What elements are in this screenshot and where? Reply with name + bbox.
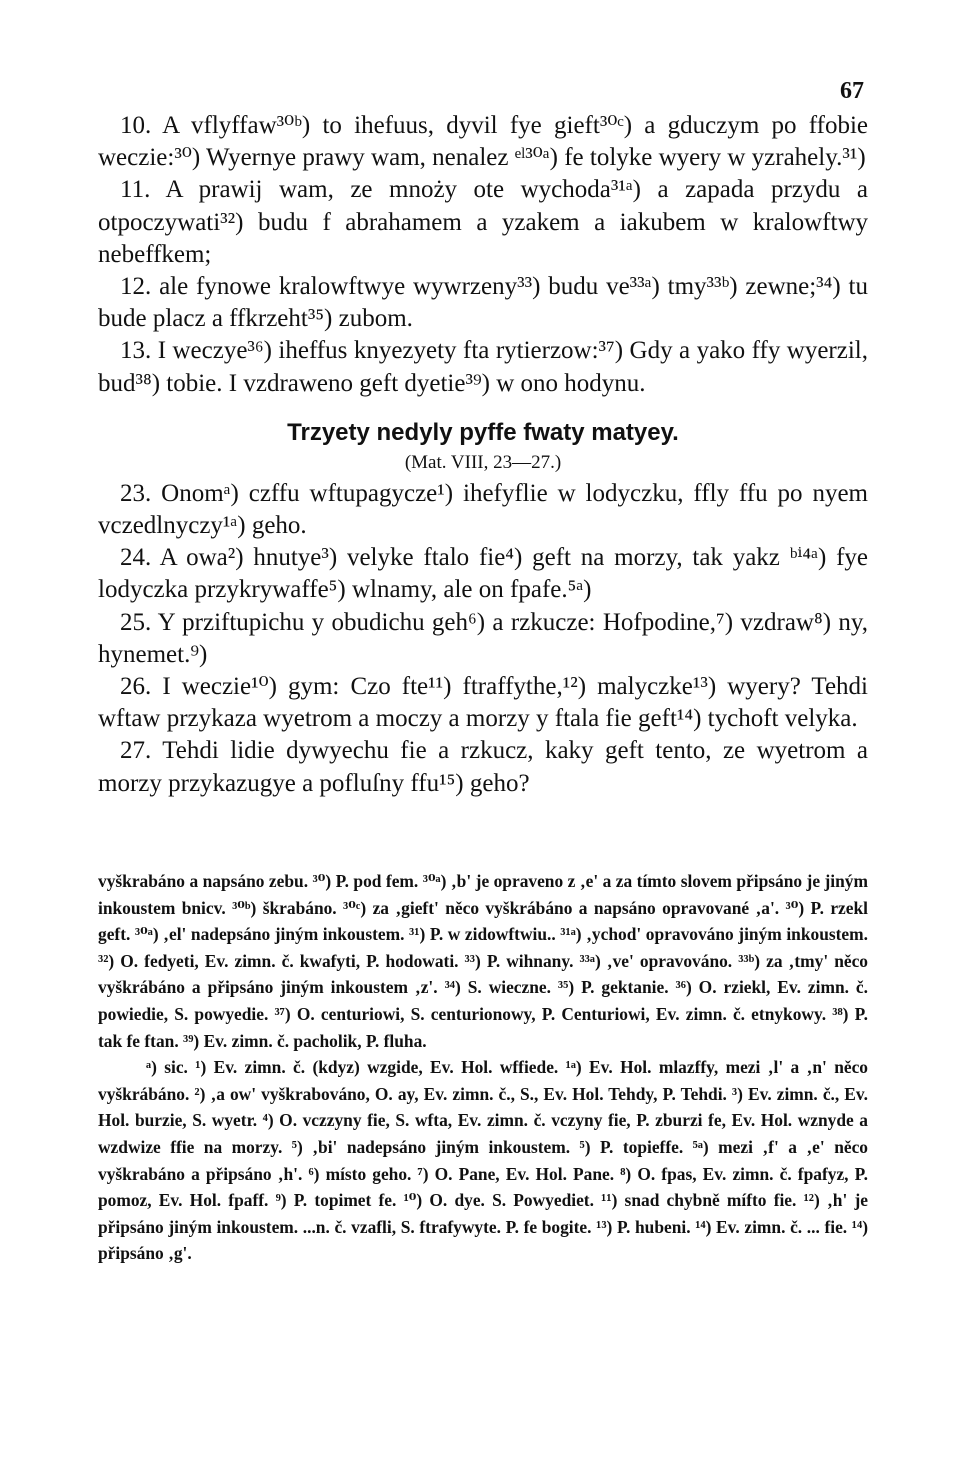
verse-paragraph: 24. A owa²) hnutye³) velyke ftalo fie⁴) geft na morzy, tak yakz ᵇⁱ⁴ᵃ) fye lodyczka przykrywaffe⁵) wlnamy, ale on fpafe.⁵ᵃ) (98, 544, 868, 604)
verse-paragraph: 25. Y prziftupichu y obudichu geh⁶) a rzkucze: Hofpodine,⁷) vzdraw⁸) ny, hynemet.⁹) (98, 608, 868, 668)
verse-paragraph: 10. A vflyffaw³⁰ᵇ) to ihefuus, dyvil fye gieft³⁰ᶜ) a gduczym po ffobie weczie:³⁰) Wyernye prawy wam, nenalez ᵉˡ³⁰ᵃ) fe tolyke wyery w yzrahely.³¹) (98, 112, 868, 172)
page-number: 67 (840, 78, 864, 104)
main-text (98, 110, 868, 800)
verse-paragraph: 26. I weczie¹⁰) gym: Czo fte¹¹) ftraffythe,¹²) malyczke¹³) wyery? Tehdi wftaw przykaza wyetrom a moczy a morzy y ftala fie geft¹⁴) tychoft velyka. (98, 673, 868, 733)
verse-paragraph: 12. ale fynowe kralowftwye wywrzeny³³) budu ve³³ᵃ) tmy³³ᵇ) zewne;³⁴) tu bude placz a ffkrzeht³⁵) zubom. (98, 273, 868, 333)
footnotes (98, 868, 868, 1267)
section-heading: Trzyety nedyly pyffe fwaty matyey. (287, 418, 679, 446)
scripture-reference: (Mat. VIII, 23—27.) (404, 451, 562, 473)
verse-paragraph: 13. I weczye³⁶) iheffus knyezyety fta rytierzow:³⁷) Gdy a yako ffy wyerzil, bud³⁸) tobie. I vzdraweno geft dyetie³⁹) w ono hodynu. (98, 337, 868, 397)
verse-paragraph: 27. Tehdi lidie dywyechu fie a rzkucz, kaky geft tento, ze wyetrom a morzy przykazugye a pofluſny ffu¹⁵) geho? (98, 737, 868, 797)
footnote-block: ᵃ) sic. ¹) Ev. zimn. č. (kdyz) wzgide, Ev. Hol. wffiede. ¹ᵃ) Ev. Hol. mlazffy, mezi ‚l' a ‚n' něco vyškrábáno. ²) ‚a ow' vyškrabováno, O. ay, Ev. zimn. č., S., Ev. Hol. Tehdy, P. Tehdi. ³) Ev. zimn. č., Ev. Hol. burzie, S. wyetr. ⁴) O. vczzyny fie, S. wfta, Ev. zimn. č. vczyny fie, P. zburzi fe, Ev. Hol. wznyde a wzdwize ffie na morzy. ⁵) ‚bi' nadepsáno jiným inkoustem. ⁵) P. topieffe. ⁵ᵃ) mezi ‚f' a ‚e' něco vyškrabáno a připsáno ‚h'. ⁶) místo geho. ⁷) O. Pane, Ev. Hol. Pane. ⁸) O. fpas, Ev. zimn. č. fpafyz, P. pomoz, Ev. Hol. fpaff. ⁹) P. topimet fe. ¹⁰) O. dye. S. Powyediet. ¹¹) snad chybně mífto fie. ¹²) ‚h' je připsáno jiným inkoustem. ...n. č. vzafli, S. ftrafywyte. P. fe bogite. ¹³) P. hubeni. ¹⁴) Ev. zimn. č. ... fie. ¹⁴) připsáno ‚g'. (98, 1057, 868, 1264)
verse-paragraph: 23. Onomᵃ) czffu wftupagycze¹) ihefyflie w lodyczku, ffly ffu po nyem vczedlnyczy¹ᵃ) geho. (98, 479, 868, 540)
footnote-block: vyškrabáno a napsáno zebu. ³⁰) P. pod fem. ³⁰ᵃ) ‚b' je opraveno z ‚e' a za tímto slovem připsáno je jiným inkoustem bnicv. ³⁰ᵇ) škrabáno. ³⁰ᶜ) za ‚gieft' něco vyškrábáno a napsáno opravované ‚a'. ³⁰) P. rzekl geft. ³⁰ᵃ) ‚el' nadepsáno jiným inkoustem. ³¹) P. w zidowftwiu.. ³¹ᵃ) ‚ychod' opravováno jiným inkoustem. ³²) O. fedyeti, Ev. zimn. č. kwafyti, P. hodowati. ³³) P. wihnany. ³³ᵃ) ‚ve' opravováno. ³³ᵇ) za ‚tmy' něco vyškrábáno a připsáno jiným inkoustem ‚z'. ³⁴) S. wieczne. ³⁵) P. gektanie. ³⁶) O. rziekl, Ev. zimn. č. powiedie, S. powyedie. ³⁷) O. centuriowi, S. centurionowy, P. Centuriowi, Ev. zimn. č. etnykowy. ³⁸) P. tak fe ftan. ³⁹) Ev. zimn. č. pacholik, P. fluha. (98, 871, 868, 1051)
verse-paragraph: 11. A prawij wam, ze mnoży ote wychoda³¹ᵃ) a zapada przydu a otpoczywati³²) budu f abrahamem a yzakem a iakubem w kralowftwy nebeffkem; (98, 176, 868, 268)
